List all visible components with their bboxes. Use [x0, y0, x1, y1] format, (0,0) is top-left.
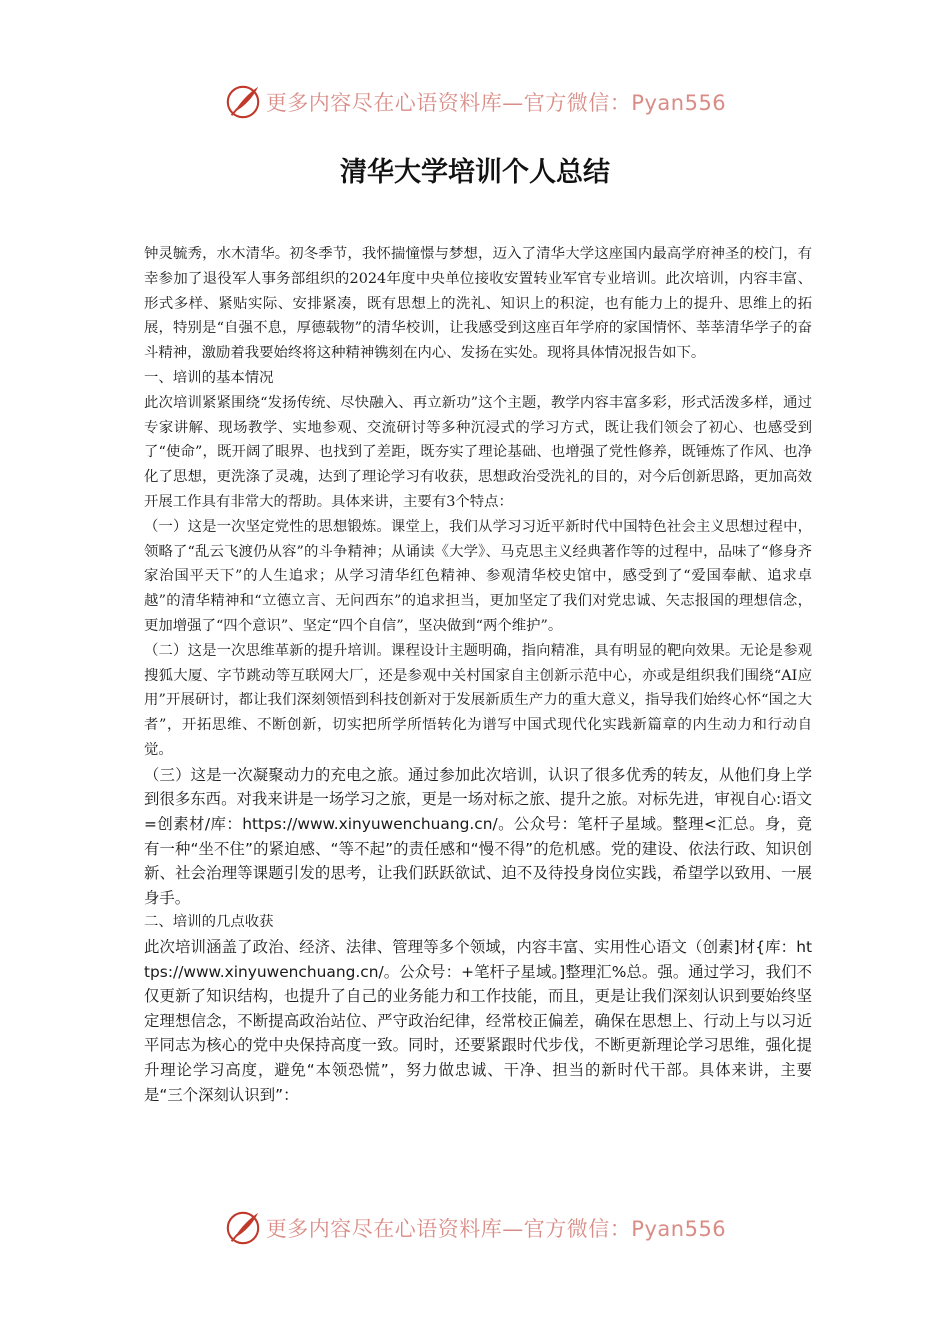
document-title: 清华大学培训个人总结 — [340, 157, 610, 188]
section-heading-1: 一、培训的基本情况 — [144, 369, 274, 386]
intro-paragraph: 钟灵毓秀，水木清华。初冬季节，我怀揣憧憬与梦想，迈入了清华大学这座国内最高学府神圣的校门，有幸参加了退役军人事务部组织的2024年度中央单位接收安置转业军官专业培训。此次培训，内容丰富、形式多样、紧贴实际、安排紧凑，既有思想上的洗礼、知识上的积淀，也有能力上的提升、思维上的拓展，特别是“自强不息，厚德载物”的清华校训，让我感受到这座百年学府的家国情怀、莘莘清华学子的奋斗精神，激励着我要始终将这种精神镌刻在内心、发扬在实处。现将具体情况报告如下。 — [144, 246, 812, 362]
footer-banner-text: 更多内容尽在心语资料库—官方微信：Pyan556 — [265, 1217, 727, 1241]
body-paragraph: 此次培训紧紧围绕“发扬传统、尽快融入、再立新功”这个主题，教学内容丰富多彩，形式活泼多样，通过专家讲解、现场教学、实地参观、交流研讨等多种沉浸式的学习方式，既让我们领会了初心、也感受到了“使命”，既开阔了眼界、也找到了差距，既夯实了理论基础、也增强了党性修养，既锤炼了作风、也净化了思想，更洗涤了灵魂，达到了理论学习有收获，思想政治受洗礼的目的，对今后创新思路，更加高效开展工作具有非常大的帮助。具体来讲，主要有3个特点： — [144, 394, 812, 510]
document-body — [144, 242, 812, 1107]
header-banner — [0, 80, 950, 124]
section-heading-2: 二、培训的几点收获 — [144, 914, 274, 931]
body-paragraph: （一）这是一次坚定党性的思想锻炼。课堂上，我们从学习习近平新时代中国特色社会主义思想过程中，领略了“乱云飞渡仍从容”的斗争精神；从诵读《大学》、马克思主义经典著作等的过程中，品味了“修身齐家治国平天下”的人生追求；从学习清华红色精神、参观清华校史馆中，感受到了“爱国奉献、追求卓越”的清华精神和“立德立言、无问西东”的追求担当，更加坚定了我们对党忠诚、矢志报国的理想信念，更加增强了“四个意识”、坚定“四个自信”，坚决做到“两个维护”。 — [144, 518, 812, 634]
footer-banner — [0, 1206, 950, 1250]
body-paragraph: （二）这是一次思维革新的提升培训。课程设计主题明确，指向精准，具有明显的靶向效果。无论是参观搜狐大厦、字节跳动等互联网大厂，还是参观中关村国家自主创新示范中心，亦或是组织我们围绕“AI应用”开展研讨，都让我们深刻领悟到科技创新对于发展新质生产力的重大意义，指导我们始终心怀“国之大者”，开拓思维、不断创新，切实把所学所悟转化为谱写中国式现代化实践新篇章的内生动力和行动自觉。 — [144, 642, 812, 758]
header-banner-text: 更多内容尽在心语资料库—官方微信：Pyan556 — [265, 91, 727, 115]
quill-logo-icon — [224, 1209, 262, 1247]
quill-logo-icon — [224, 83, 262, 121]
body-paragraph: （三）这是一次凝聚动力的充电之旅。通过参加此次培训，认识了很多优秀的转友，从他们身上学到很多东西。对我来讲是一场学习之旅，更是一场对标之旅、提升之旅。对标先进，审视自心:语文=创素材/库：https://www.xinyuwenchuang.cn/。公众号：笔杆子星域。整理<汇总。身，竟有一种“坐不住”的紧迫感、“等不起”的责任感和“慢不得”的危机感。党的建设、依法行政、知识创新、社会治理等课题引发的思考，让我们跃跃欲试、迫不及待投身岗位实践，希望学以致用、一展身手。 — [144, 765, 812, 907]
body-paragraph: 此次培训涵盖了政治、经济、法律、管理等多个领域，内容丰富、实用性心语文（创素]材{库：https://www.xinyuwenchuang.cn/。公众号：+笔杆子星域。]整理汇%总。强。通过学习，我们不仅更新了知识结构，也提升了自己的业务能力和工作技能，而且，更是让我们深刻认识到要始终坚定理想信念，不断提高政治站位、严守政治纪律，经常校正偏差，确保在思想上、行动上与以习近平同志为核心的党中央保持高度一致。同时，还要紧跟时代步伐，不断更新理论学习思维，强化提升理论学习高度，避免“本领恐慌”，努力做忠诚、干净、担当的新时代干部。具体来讲，主要是“三个深刻认识到”： — [144, 938, 812, 1104]
